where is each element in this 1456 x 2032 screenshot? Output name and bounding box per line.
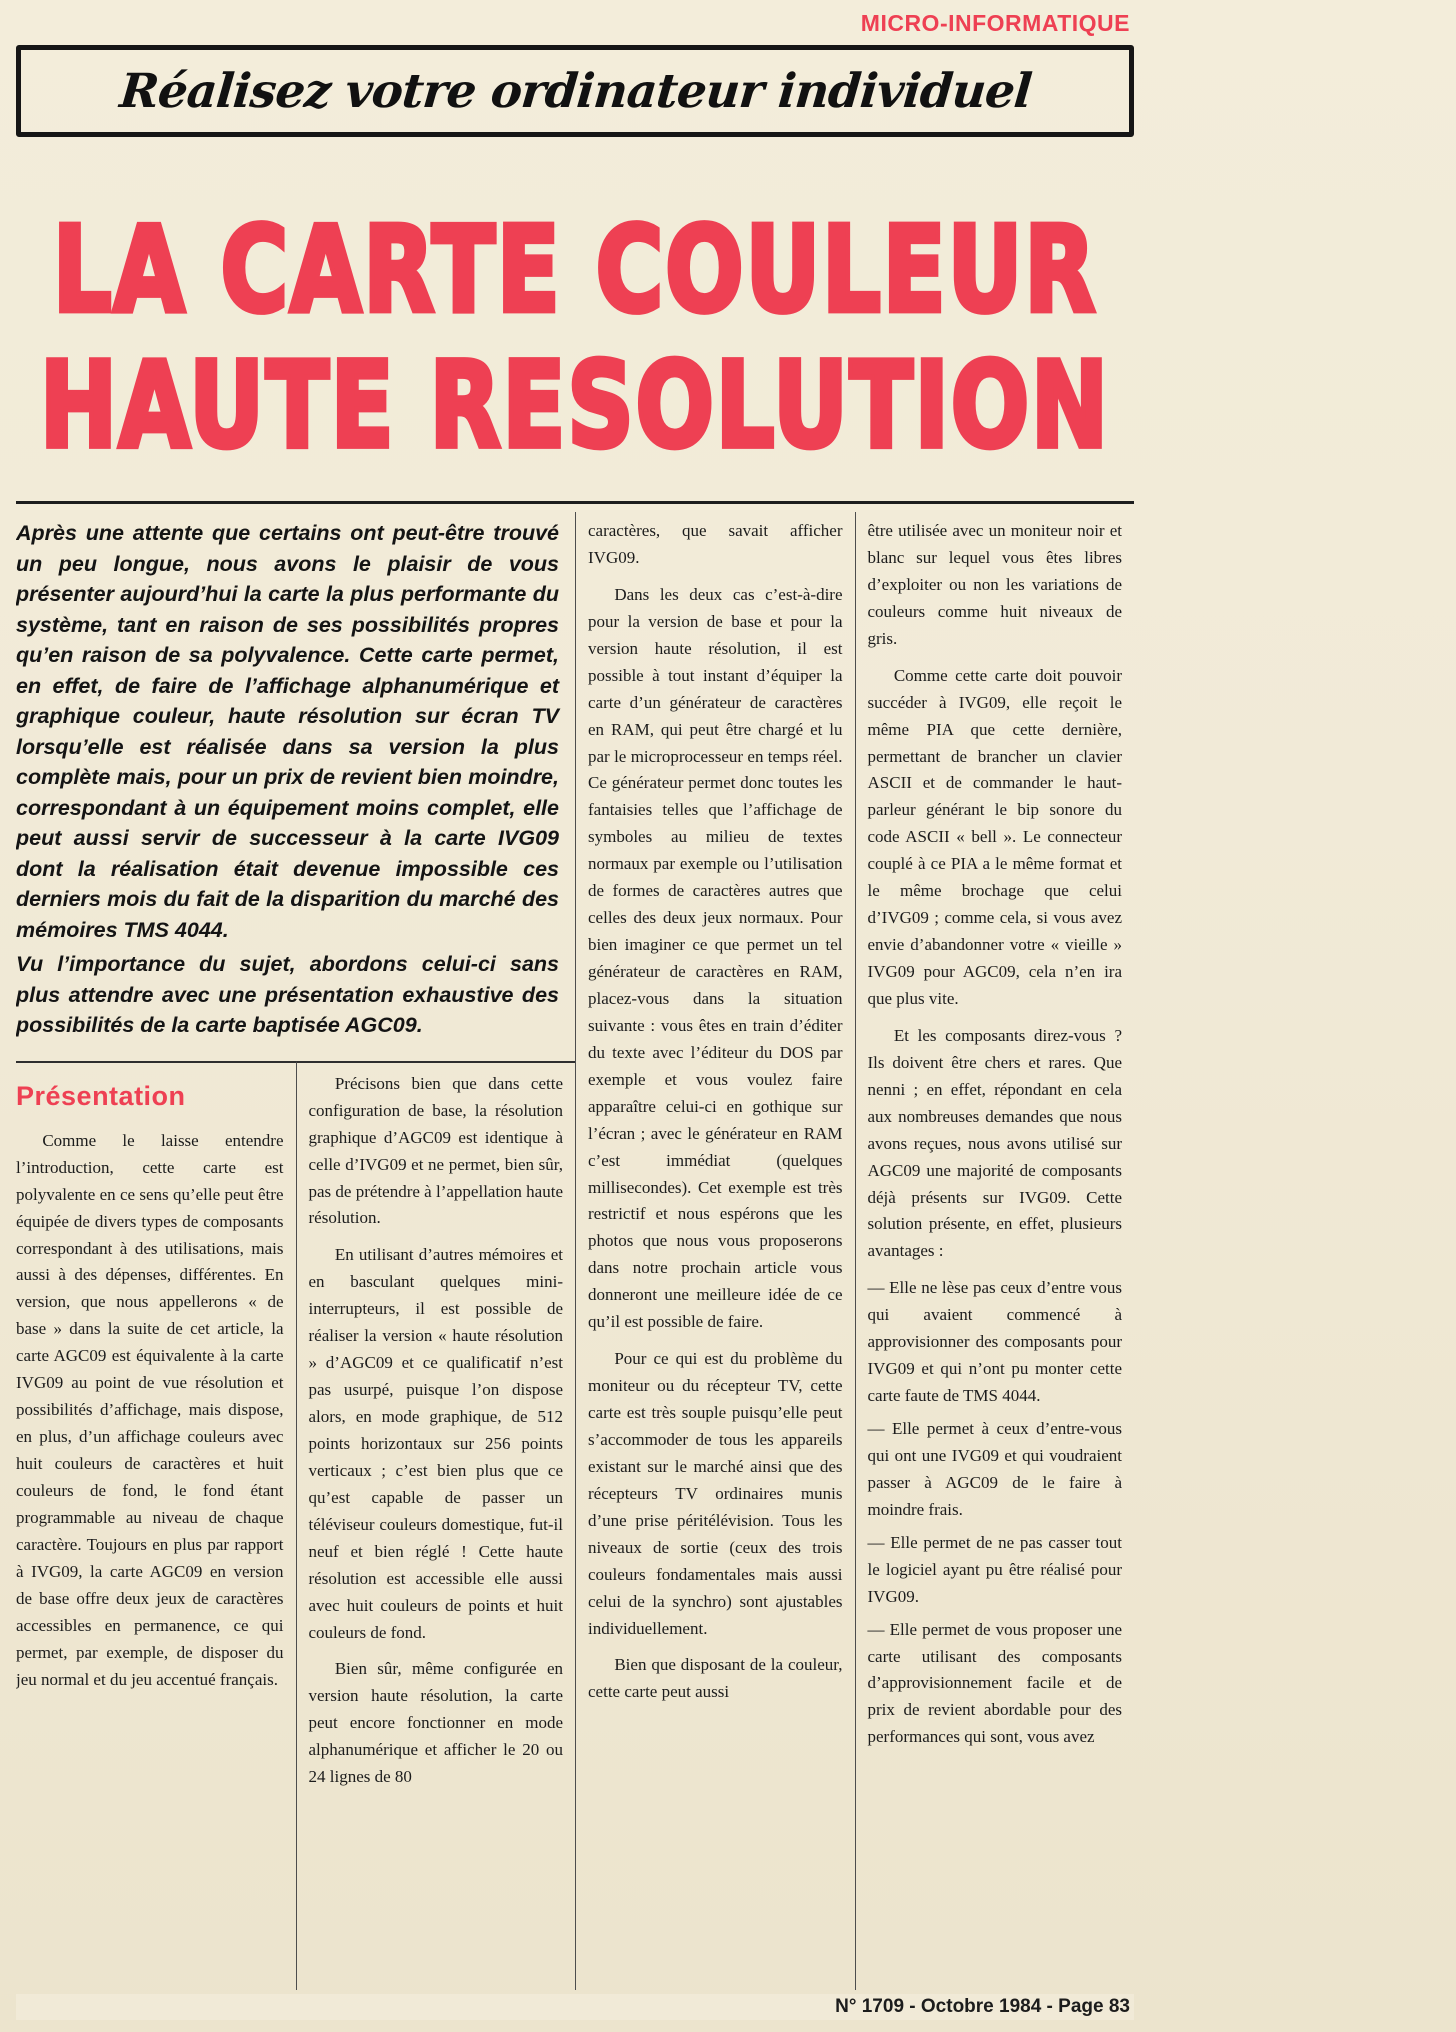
masthead-box	[16, 45, 1134, 137]
article-columns	[16, 512, 1134, 1990]
intro-paragraph-1: Après une attente que certains ont peut-être trouvé un peu longue, nous avons le plaisir de vous présenter aujourd’hui la carte la plus performante du système, tant en raison de ses possibilités propres qu’en raison de sa polyvalence. Cette carte permet, en effet, de faire de l’affichage alphanumérique et graphique couleur, haute résolution sur écran TV lorsqu’elle est réalisée dans sa version la plus complète mais, pour un prix de revient bien moindre, correspondant à un équipement moins complet, elle peut aussi servir de successeur à la carte IVG09 dont la réalisation était devenue impossible ces derniers mois du fait de la disparition du marché des mémoires TMS 4044.	[16, 521, 559, 942]
page-content	[16, 10, 1134, 1990]
page-footer: N° 1709 - Octobre 1984 - Page 83	[16, 1994, 1134, 2020]
body-paragraph: être utilisée avec un moniteur noir et blanc sur lequel vous êtes libres d’exploiter ou non les variations de couleurs comme huit niveaux de gris.	[867, 521, 1122, 648]
column-3	[575, 512, 855, 1990]
body-paragraph: Et les composants direz-vous ? Ils doivent être chers et rares. Que nenni ; en effet, répondant en cela aux nombreuses demandes que nous avons reçues, nous avons utilisé sur AGC09 une majorité de composants déjà présents sur IVG09. Cette solution présente, en effet, plusieurs avantages :	[867, 1025, 1122, 1261]
body-paragraph: Comme cette carte doit pouvoir succéder à IVG09, elle reçoit le même PIA que cette dernière, permettant de brancher un clavier ASCII et de commander le haut-parleur générant le bip sonore du code ASCII « bell ». Le connecteur couplé à ce PIA a le même format et le même brochage que celui d’IVG09 ; comme cela, si vous avez envie d’abandonner votre « vieille » IVG09 pour AGC09, cela n’en ira que plus vite.	[867, 665, 1122, 1008]
body-paragraph: Pour ce qui est du problème du moniteur ou du récepteur TV, cette carte est très souple puisqu’elle peut s’accommoder de tous les appareils existant sur le marché ainsi que des récepteurs TV ordinaires munis d’une prise péritélévision. Tous les niveaux de sortie (ceux des trois couleurs fondamentales mais aussi celui de la synchro) sont ajustables individuellement.	[588, 1349, 843, 1638]
presentation-heading: Présentation	[16, 1080, 186, 1111]
body-paragraph: caractères, que savait afficher IVG09.	[588, 521, 843, 567]
article-title	[16, 203, 1134, 474]
article-title-line-2: HAUTE RESOLUTION	[39, 337, 1111, 475]
intro-block	[16, 512, 575, 1061]
column-2	[296, 1061, 576, 1990]
title-divider	[16, 501, 1134, 504]
body-paragraph: — Elle ne lèse pas ceux d’entre vous qui avaient commencé à approvisionner des composants pour IVG09 et qui n’ont pu monter cette carte faute de TMS 4044.	[867, 1278, 1122, 1406]
body-paragraph: Bien que disposant de la couleur, cette carte peut aussi	[588, 1655, 843, 1702]
body-paragraph: Comme le laisse entendre l’introduction, cette carte est polyvalente en ce sens qu’elle peut être équipée de divers types de composants correspondant à des utilisations, mais aussi à des dépenses, différentes. En version, que nous appellerons « de base » dans la suite de cet article, la carte AGC09 est équivalente à la carte IVG09 au point de vue résolution et possibilités d’affichage, mais dispose, en plus, d’un affichage couleurs avec huit couleurs de caractères et huit couleurs de fond, le fond étant programmable au niveau de chaque caractère. Toujours en plus par rapport à IVG09, la carte AGC09 en version de base offre deux jeux de caractères accessibles en permanence, ce qui permet, par exemple, de disposer du jeu normal et du jeu accentué français.	[16, 1130, 284, 1689]
body-paragraph: Bien sûr, même configurée en version haute résolution, la carte peut encore fonctionner en mode alphanumérique et afficher le 20 ou 24 lignes de 80	[308, 1659, 563, 1787]
body-paragraph: — Elle permet à ceux d’entre-vous qui ont une IVG09 et qui voudraient passer à AGC09 de le faire à moindre frais.	[867, 1419, 1122, 1519]
body-paragraph: — Elle permet de ne pas casser tout le logiciel ayant pu être réalisé pour IVG09.	[867, 1532, 1122, 1606]
body-paragraph: Dans les deux cas c’est-à-dire pour la version de base et pour la version haute résolution, il est possible à tout instant d’équiper la carte d’un générateur de caractères en RAM, qui peut être chargé et lu par le microprocesseur en temps réel. Ce générateur permet donc toutes les fantaisies telles que l’affichage de symboles au milieu de textes normaux par exemple ou l’utilisation de formes de caractères autres que celles des deux jeux normaux. Pour bien imaginer ce que permet un tel générateur de caractères en RAM, placez-vous dans la situation suivante : vous êtes en train d’éditer du texte avec l’éditeur du DOS par exemple et vous voulez faire apparaître celui-ci en gothique sur l’écran ; avec le générateur en RAM c’est immédiat (quelques millisecondes). Cet exemple est très restrictif et nous espérons que les photos que nous vous proposerons dans notre prochain article vous donneront une meilleure idée de ce qu’il est possible de faire.	[588, 584, 843, 1332]
series-title: Réalisez votre ordinateur individuel	[117, 63, 1033, 119]
article-title-line-1: LA CARTE COULEUR	[52, 201, 1098, 339]
body-paragraph: En utilisant d’autres mémoires et en basculant quelques mini-interrupteurs, il est possible de réaliser la version « haute résolution » d’AGC09 et ce qualificatif n’est pas usurpé, puisque l’on dispose alors, en mode graphique, de 512 points horizontaux sur 256 points verticaux ; c’est bien plus que ce qu’est capable de passer un téléviseur couleurs domestique, fut-il neuf et bien réglé ! Cette haute résolution est accessible elle aussi avec huit couleurs de points et huit couleurs de fond.	[308, 1245, 563, 1642]
section-kicker: MICRO-INFORMATIQUE	[860, 10, 1130, 36]
body-paragraph: Précisons bien que dans cette configuration de base, la résolution graphique d’AGC09 est identique à celle d’IVG09 et ne permet, bien sûr, pas de prétendre à l’appellation haute résolution.	[308, 1073, 563, 1228]
body-paragraph: — Elle permet de vous proposer une carte utilisant des composants d’approvisionnement facile et de prix de revient abordable pour des performances qui sont, vous avez	[867, 1619, 1122, 1747]
column-4	[855, 512, 1135, 1990]
column-1	[16, 1061, 296, 1990]
intro-paragraph-2: Vu l’importance du sujet, abordons celui-ci sans plus attendre avec une présentation exhaustive des possibilités de la carte baptisée AGC09.	[16, 952, 559, 1038]
